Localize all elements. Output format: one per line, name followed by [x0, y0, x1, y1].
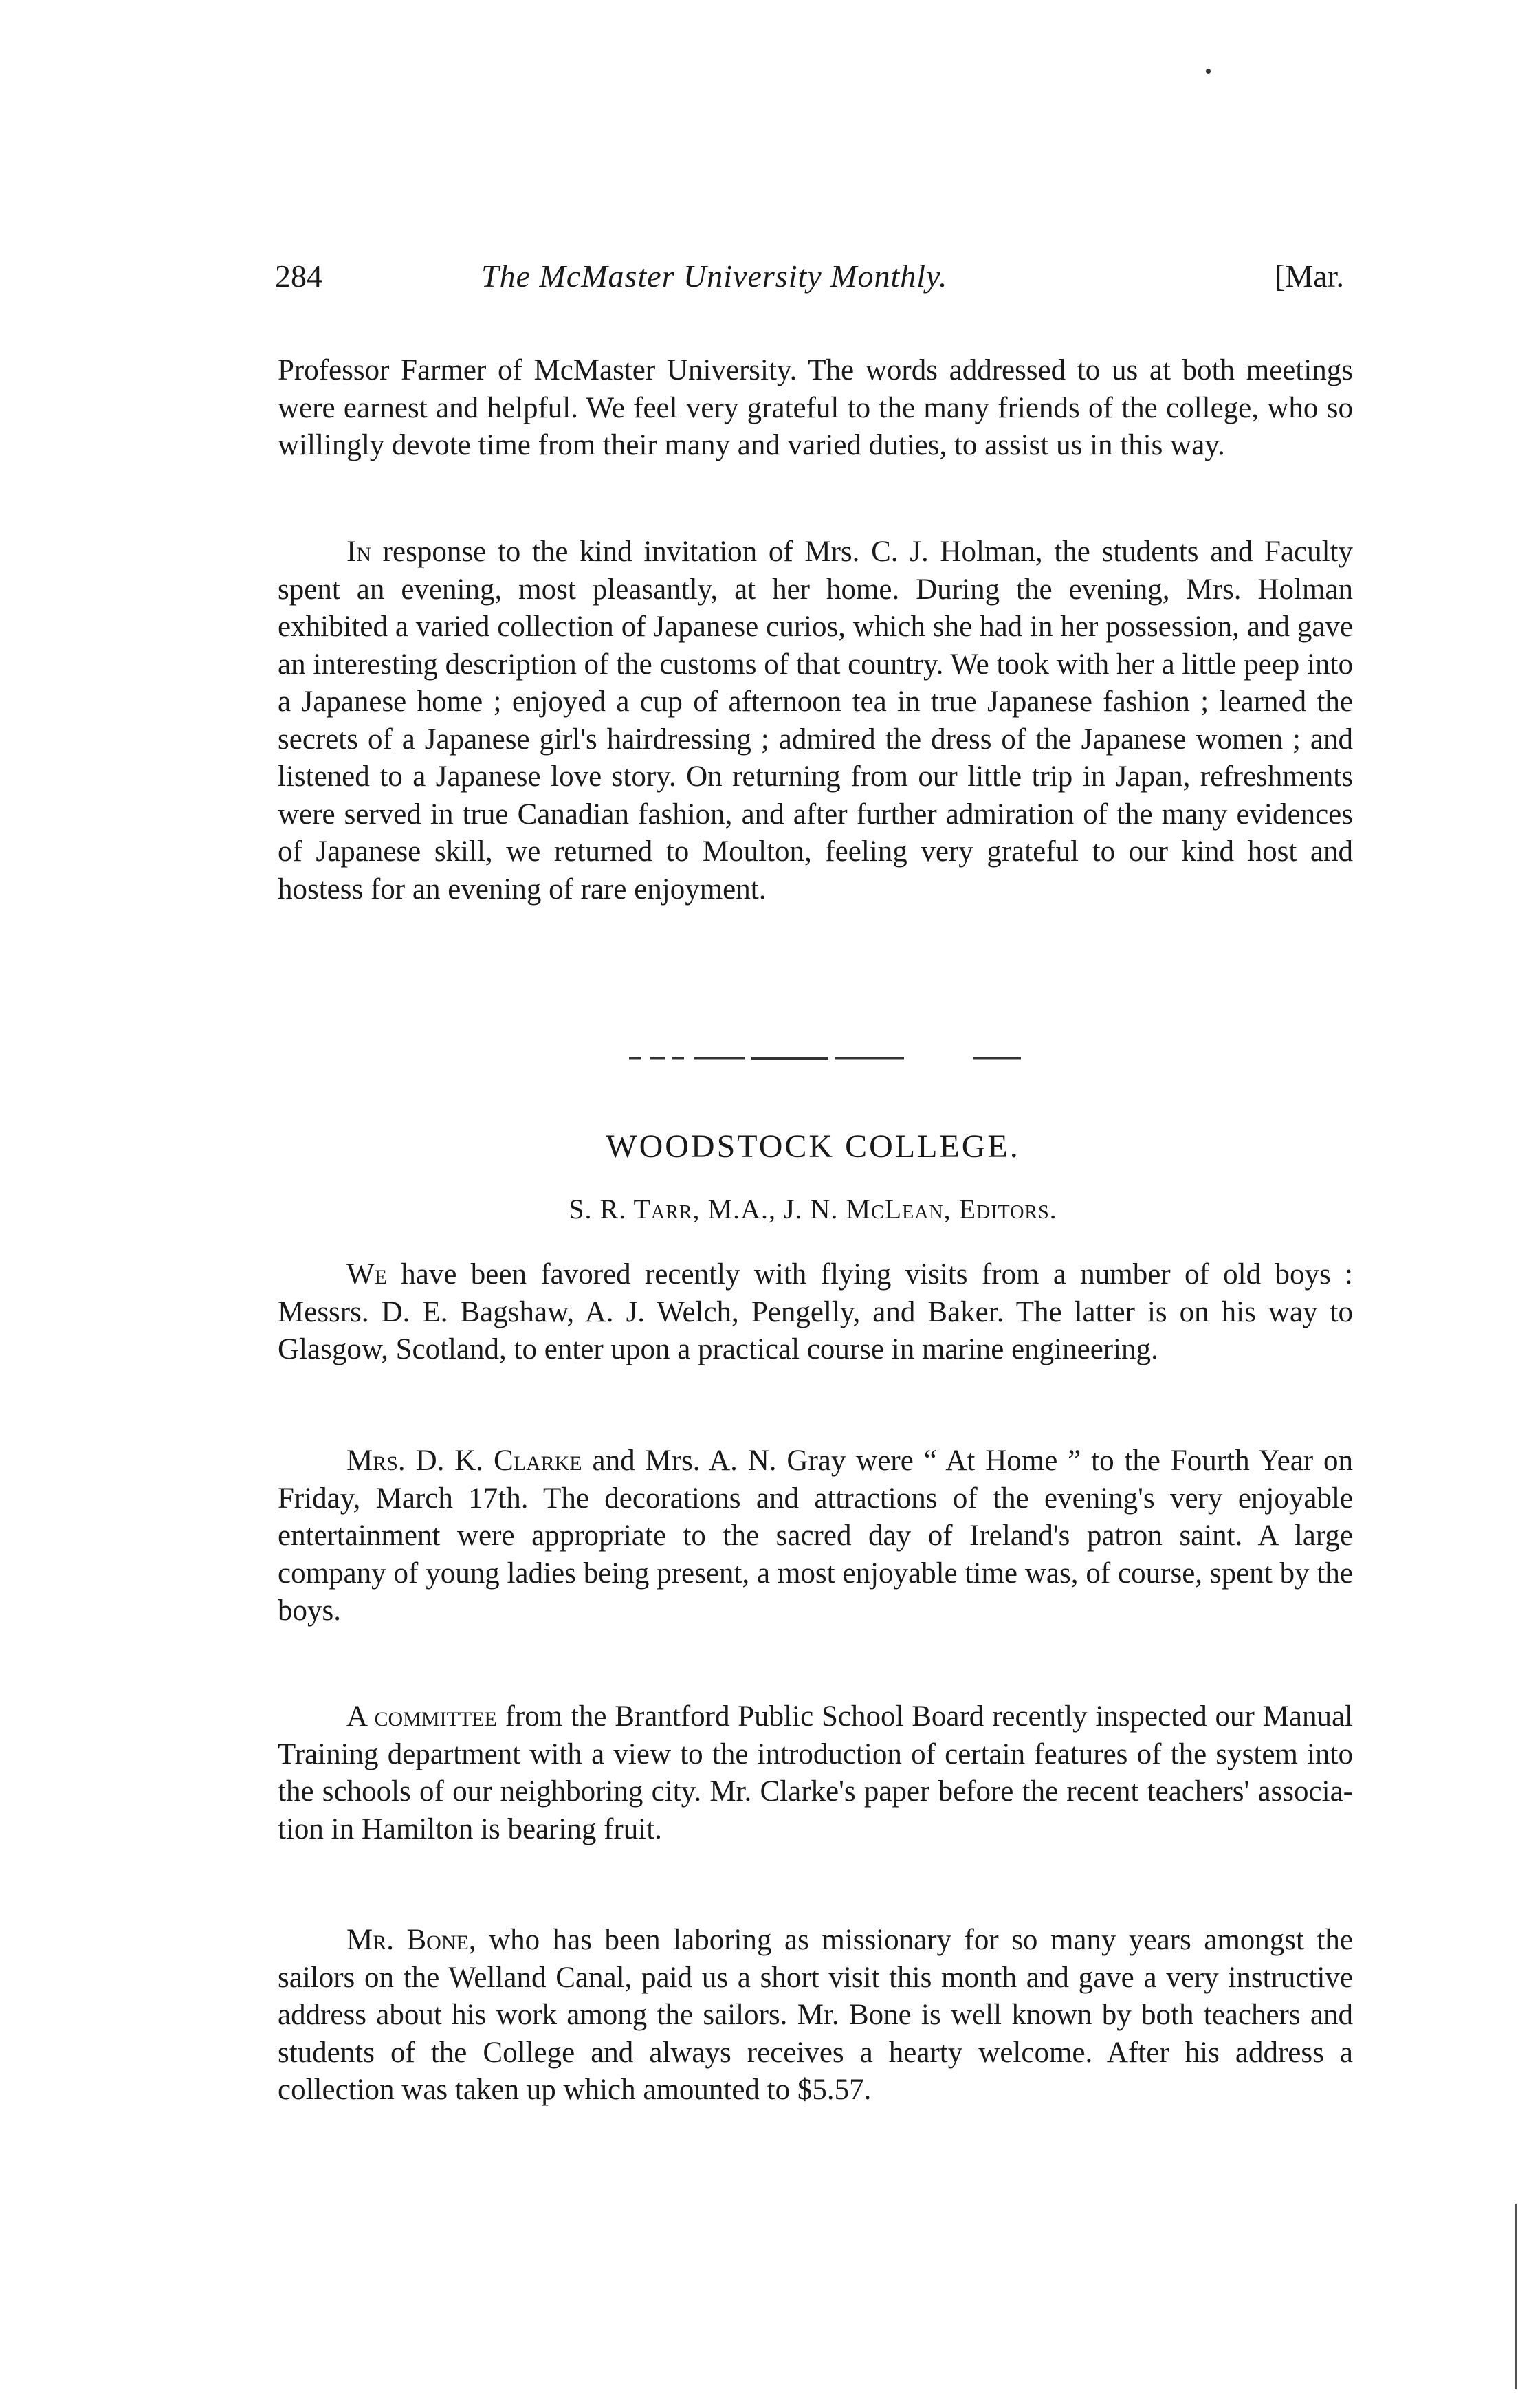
paragraph-committee [278, 1698, 1353, 1848]
paragraph-at-home [278, 1442, 1353, 1630]
running-head [275, 258, 1344, 306]
paragraph-old-boys [278, 1256, 1353, 1369]
paragraph-lead: In [346, 536, 371, 568]
paragraph-text: response to the kind invitation of Mrs. C. J. Holman, the students and Faculty spent an evening, most pleasantly, at her home. During the evening, Mrs. Holman exhibited a varied collection of Japanese curios, which she had in her possession, and gave an interesting description of the customs of that country. We took with her a little peep into a Japanese home ; enjoyed a cup of afternoon tea in true Japanese fashion ; learned the secrets of a Japanese girl's hairdressing ; admired the dress of the Japanese women ; and listened to a Japanese love story. On returning from our little trip in Japan, refreshments were served in true Canadian fashion, and after further admiration of the many evidences of Japanese skill, we returned to Moulton, feeling very grateful to our kind host and hostess for an evening of rare enjoyment. [278, 536, 1353, 906]
paragraph-body [278, 1256, 1353, 1369]
page-number: 284 [275, 259, 322, 294]
paragraph-body [278, 1442, 1353, 1630]
paragraph-text: have been favored recently with flying visits from a number of old boys : Messrs. D. E. Bagshaw, A. J. Welch, Pengelly, and Baker. The latter is on his way to Glasgow, Scotland, to enter upon a practical course in marine engineering. [278, 1258, 1353, 1365]
paragraph-body [278, 534, 1353, 908]
paragraph-body [278, 1698, 1353, 1848]
paragraph-lead: Mr. Bone, [346, 1924, 476, 1956]
paragraph-text: Professor Farmer of McMaster University. The words addressed to us at both meetings were earnest and helpful. We feel very grateful to the many friends of the college, who so willingly devote time from their many and varied duties, to assist us in this way. [278, 354, 1353, 461]
paragraph-text: who has been laboring as missionary for so many years amongst the sailors on the Welland Canal, paid us a short visit this month and gave a very instructive address about his work among the sailors. Mr. Bone is well known by both teachers and students of the College and always receives a hearty welcome. After his address a collection was taken up which amounted to $5.57. [278, 1924, 1353, 2106]
scan-edge-line [1515, 2204, 1517, 2389]
paragraph-mr-bone [278, 1922, 1353, 2109]
paragraph-text: and Mrs. A. N. Gray were “ At Home ” to the Fourth Year on Friday, March 17th. The decorations and attractions of the evening's very enjoyable entertainment were appropriate to the sacred day of Ireland's patron saint. A large company of young ladies being present, a most enjoyable time was, of course, spent by the boys. [278, 1445, 1353, 1627]
paragraph-text: from the Brantford Public School Board recently inspected our Manual Training department with a view to the introduction of certain features of the system into the schools of our neighboring city. Mr. Clarke's paper before the recent teachers' association in Hamilton is bearing fruit. [278, 1700, 1353, 1845]
paragraph-holman-visit [278, 534, 1353, 908]
issue-month: [Mar. [1275, 259, 1344, 294]
section-divider [629, 1056, 1021, 1060]
paragraph-lead: A committee [346, 1700, 497, 1733]
journal-title: The McMaster University Monthly. [481, 259, 948, 294]
paragraph-lead: Mrs. D. K. Clarke [346, 1445, 582, 1477]
paragraph-body [278, 1922, 1353, 2109]
paragraph-continuation [278, 352, 1353, 465]
paragraph-lead: We [346, 1258, 387, 1291]
section-title: WOODSTOCK COLLEGE. [606, 1128, 1020, 1165]
section-editors: S. R. Tarr, M.A., J. N. McLean, Editors. [569, 1194, 1057, 1225]
ink-speck [1206, 69, 1211, 74]
